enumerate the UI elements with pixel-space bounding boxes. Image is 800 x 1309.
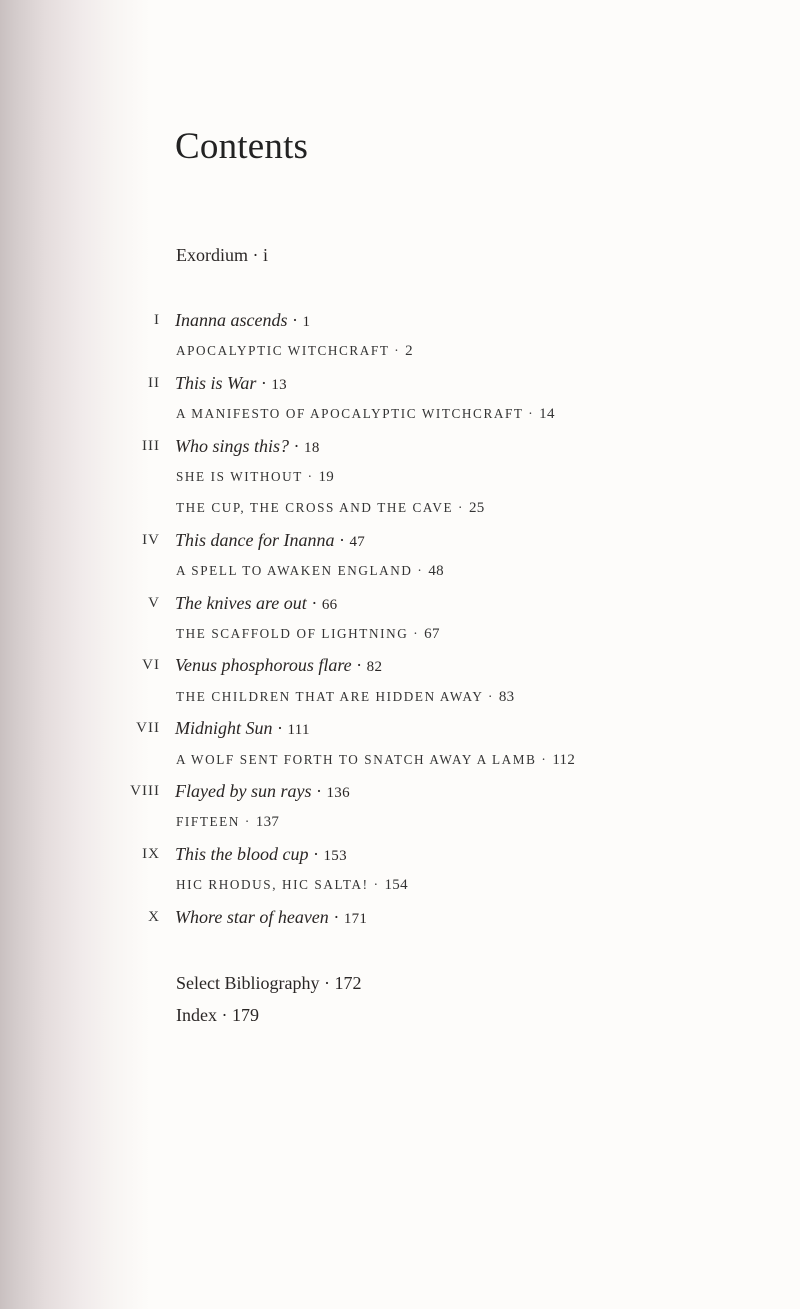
separator-dot: · — [313, 843, 319, 864]
chapter-title — [176, 872, 408, 898]
entry-page: 13 — [271, 376, 287, 393]
chapter-title — [176, 401, 555, 427]
part-title-text: Flayed by sun rays — [175, 781, 312, 801]
part-title-text: Midnight Sun — [175, 718, 273, 739]
entry-page: 179 — [231, 1005, 259, 1025]
entry-page: i — [263, 245, 269, 265]
part-numeral: II — [148, 374, 160, 391]
separator-dot: · — [413, 626, 420, 641]
separator-dot: · — [244, 814, 251, 830]
chapter-title-text: A WOLF SENT FORTH TO SNATCH AWAY A LAMB — [176, 751, 537, 767]
chapter-title-text: THE CHILDREN THAT ARE HIDDEN AWAY — [176, 688, 484, 704]
part-numeral: IX — [142, 845, 160, 862]
entry-page: 83 — [498, 688, 515, 705]
part-numeral: VII — [136, 720, 160, 737]
part-numeral: VI — [142, 657, 160, 674]
part-title-text: Inanna ascends — [175, 310, 288, 330]
exordium-entry — [176, 245, 268, 266]
part-title-text: This dance for Inanna — [175, 529, 335, 550]
chapter-title-text: A SPELL TO AWAKEN ENGLAND — [176, 563, 413, 579]
chapter-title — [176, 809, 279, 835]
separator-dot: · — [339, 529, 345, 550]
part-title — [175, 904, 367, 932]
chapter-title — [176, 464, 334, 490]
part-title — [175, 590, 337, 618]
part-title — [175, 433, 320, 461]
part-title-text: Who sings this? — [175, 435, 290, 456]
separator-dot: · — [323, 973, 330, 993]
separator-dot: · — [458, 500, 465, 516]
entry-page: 154 — [384, 877, 408, 894]
chapter-title-text: THE CUP, THE CROSS AND THE CAVE — [176, 500, 454, 516]
part-numeral: V — [148, 594, 160, 611]
separator-dot: · — [260, 372, 267, 393]
entry-page: 1 — [302, 314, 311, 330]
entry-page: 2 — [405, 343, 413, 360]
chapter-title — [176, 338, 413, 364]
part-title — [175, 778, 350, 806]
separator-dot: · — [333, 906, 340, 927]
part-numeral: X — [148, 908, 160, 925]
entry-page: 18 — [304, 439, 320, 456]
separator-dot: · — [417, 563, 424, 579]
entry-page: 14 — [539, 406, 555, 423]
back-matter-entry — [176, 1005, 259, 1026]
separator-dot: · — [541, 751, 548, 767]
separator-dot: · — [307, 469, 314, 484]
entry-page: 137 — [255, 814, 280, 831]
chapter-title-text: APOCALYPTIC WITCHCRAFT — [176, 343, 390, 359]
entry-page: 136 — [326, 785, 350, 801]
entry-page: 172 — [334, 973, 362, 993]
entry-page: 112 — [552, 751, 576, 768]
chapter-title-text: A MANIFESTO OF APOCALYPTIC WITCHCRAFT — [176, 406, 524, 422]
chapter-title — [176, 684, 514, 710]
separator-dot: · — [528, 406, 535, 422]
entry-page: 66 — [321, 596, 338, 613]
part-title-text: The knives are out — [175, 592, 307, 613]
part-title — [175, 527, 365, 555]
entry-label: Exordium — [176, 245, 248, 265]
part-title-text: Venus phosphorous flare — [175, 655, 352, 676]
part-title — [175, 841, 347, 869]
entry-page: 111 — [287, 722, 310, 739]
part-title-text: Whore star of heaven — [175, 906, 329, 927]
part-numeral: III — [142, 437, 160, 454]
chapter-title — [176, 558, 444, 584]
separator-dot: · — [487, 688, 494, 704]
part-title-text: This is War — [175, 372, 257, 393]
part-title-text: This the blood cup — [175, 843, 309, 864]
separator-dot: · — [277, 718, 283, 739]
entry-page: 19 — [318, 469, 335, 485]
entry-page: 171 — [343, 910, 368, 927]
entry-page: 47 — [349, 533, 366, 550]
entry-label: Select Bibliography — [176, 973, 320, 993]
separator-dot: · — [373, 877, 380, 893]
part-title — [175, 370, 287, 398]
separator-dot: · — [356, 655, 363, 676]
page-title: Contents — [175, 126, 309, 167]
entry-page: 82 — [366, 659, 383, 676]
chapter-title — [176, 621, 440, 647]
part-title — [175, 652, 382, 680]
chapter-title-text: THE SCAFFOLD OF LIGHTNING — [176, 626, 409, 641]
chapter-title-text: SHE IS WITHOUT — [176, 469, 303, 484]
back-matter-entry — [176, 973, 361, 994]
part-numeral: IV — [142, 531, 160, 548]
part-numeral: I — [154, 312, 160, 328]
entry-label: Index — [176, 1005, 217, 1025]
entry-page: 153 — [323, 847, 347, 864]
separator-dot: · — [293, 435, 300, 456]
separator-dot: · — [311, 592, 318, 613]
part-title — [175, 307, 310, 335]
chapter-title — [176, 495, 485, 521]
separator-dot: · — [252, 245, 259, 265]
separator-dot: · — [221, 1005, 228, 1025]
entry-page: 48 — [428, 563, 444, 580]
separator-dot: · — [394, 343, 401, 359]
entry-page: 25 — [468, 500, 485, 517]
chapter-title-text: FIFTEEN — [176, 814, 240, 830]
part-numeral: VIII — [130, 783, 160, 799]
separator-dot: · — [315, 781, 322, 801]
chapter-title-text: HIC RHODUS, HIC SALTA! — [176, 877, 369, 893]
entry-page: 67 — [424, 626, 440, 642]
part-title — [175, 715, 310, 743]
chapter-title — [176, 747, 575, 773]
separator-dot: · — [291, 310, 298, 330]
